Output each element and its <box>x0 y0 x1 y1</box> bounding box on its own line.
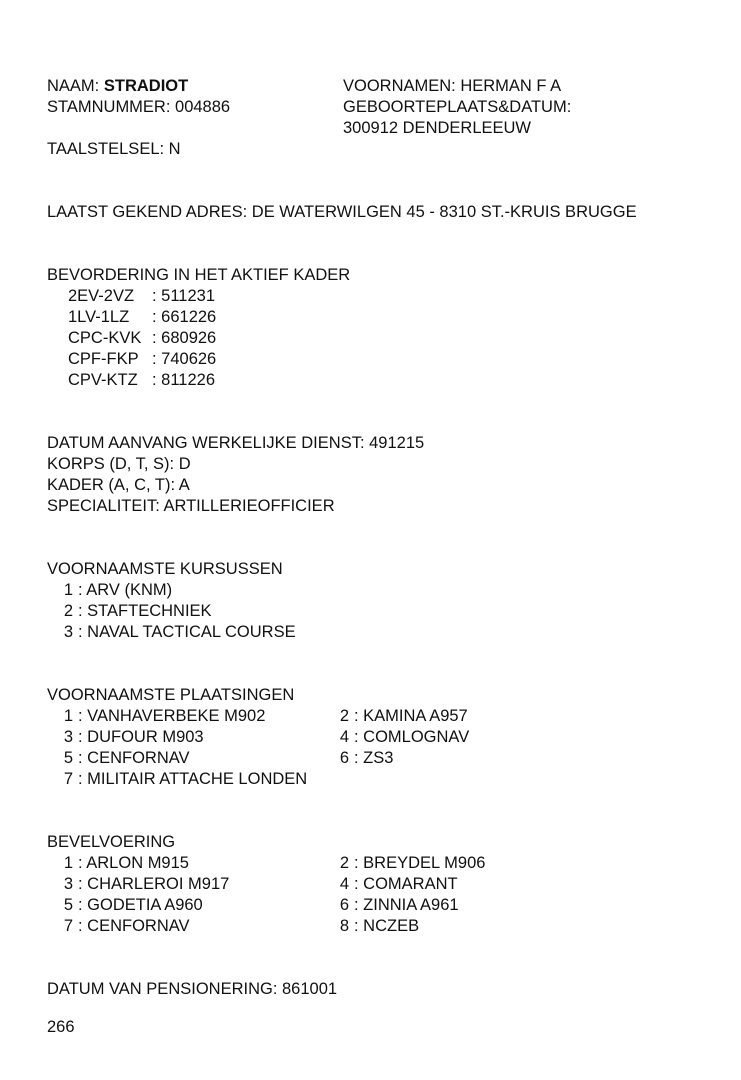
geboorte-label: GEBOORTEPLAATS&DATUM: <box>343 98 572 116</box>
item-text: : ZINNIA A961 <box>354 896 459 914</box>
biography-entry <box>47 76 707 1000</box>
promotion-date: : 740626 <box>152 350 217 368</box>
item-text: : COMLOGNAV <box>354 728 470 746</box>
plaatsingen-row <box>47 748 707 769</box>
dienst-section <box>47 433 707 517</box>
item-text: : CHARLEROI M917 <box>78 875 230 893</box>
plaatsingen-row <box>47 769 707 790</box>
plaatsingen-item <box>47 706 323 727</box>
bevelvoering-item <box>47 895 323 916</box>
item-number: 4 <box>339 728 349 746</box>
item-number: 4 <box>339 875 349 893</box>
adres: LAATST GEKEND ADRES: DE WATERWILGEN 45 - 8310 ST.-KRUIS BRUGGE <box>47 203 637 221</box>
item-text: : BREYDEL M906 <box>354 854 486 872</box>
item-number: 1 <box>63 581 73 599</box>
geboorte-value: 300912 DENDERLEEUW <box>343 119 531 137</box>
kursussen-row <box>47 622 707 643</box>
naam-line <box>47 76 343 97</box>
item-number: 6 <box>339 749 349 767</box>
page-number: 266 <box>47 1018 75 1036</box>
bevelvoering-item <box>323 895 599 916</box>
bevelvoering-row <box>47 916 707 937</box>
bevelvoering-item <box>323 874 599 895</box>
promotion-date: : 511231 <box>152 287 216 305</box>
plaatsingen-item <box>323 727 599 748</box>
item-number: 5 <box>63 896 73 914</box>
bevelvoering-row <box>47 895 707 916</box>
promotion-date: : 661226 <box>152 308 217 326</box>
bevordering-section <box>47 265 707 391</box>
kursussen-list <box>47 580 707 643</box>
plaatsingen-item <box>323 748 599 769</box>
kader: KADER (A, C, T): A <box>47 476 190 494</box>
item-number: 7 <box>63 917 73 935</box>
item-text: : CENFORNAV <box>78 917 190 935</box>
dienst-aanvang: DATUM AANVANG WERKELIJKE DIENST: 491215 <box>47 434 425 452</box>
item-number: 3 <box>63 623 73 641</box>
bevelvoering-item <box>47 874 323 895</box>
header-block <box>47 76 707 160</box>
korps: KORPS (D, T, S): D <box>47 455 191 473</box>
item-text: : ARV (KNM) <box>78 581 173 599</box>
kursussen-row <box>47 601 707 622</box>
plaatsingen-item <box>323 706 599 727</box>
bevelvoering-item <box>323 853 599 874</box>
bevelvoering-list <box>47 853 707 937</box>
promotion-code: 2EV-2VZ <box>68 287 135 305</box>
bevelvoering-item <box>323 916 599 937</box>
item-number: 1 <box>63 854 73 872</box>
item-text: : GODETIA A960 <box>78 896 203 914</box>
item-text: : NAVAL TACTICAL COURSE <box>78 623 296 641</box>
item-number: 3 <box>63 875 73 893</box>
item-text: : COMARANT <box>354 875 458 893</box>
kursussen-section <box>47 559 707 643</box>
kursussen-row <box>47 580 707 601</box>
plaatsingen-row <box>47 706 707 727</box>
promotion-code: CPF-FKP <box>68 350 139 368</box>
bevelvoering-section <box>47 832 707 937</box>
item-text: : NCZEB <box>354 917 420 935</box>
kursussen-item <box>47 601 323 622</box>
item-text: : DUFOUR M903 <box>78 728 204 746</box>
promotion-code: CPC-KVK <box>68 329 142 347</box>
item-text: : CENFORNAV <box>78 749 190 767</box>
bevelvoering-item <box>47 916 323 937</box>
stamnummer: STAMNUMMER: 004886 <box>47 98 231 116</box>
naam-value: STRADIOT <box>103 77 189 95</box>
item-number: 5 <box>63 749 73 767</box>
bevordering-item <box>68 370 707 391</box>
bevordering-item <box>68 328 707 349</box>
pensionering: DATUM VAN PENSIONERING: 861001 <box>47 980 338 998</box>
plaatsingen-list <box>47 706 707 790</box>
promotion-code: CPV-KTZ <box>68 371 138 389</box>
taalstelsel: TAALSTELSEL: N <box>47 140 181 158</box>
plaatsingen-row <box>47 727 707 748</box>
item-text: : MILITAIR ATTACHE LONDEN <box>78 770 308 788</box>
item-number: 3 <box>63 728 73 746</box>
plaatsingen-item <box>47 727 323 748</box>
bevordering-title: BEVORDERING IN HET AKTIEF KADER <box>47 266 351 284</box>
bevelvoering-row <box>47 853 707 874</box>
item-number: 1 <box>63 707 73 725</box>
item-number: 2 <box>339 854 349 872</box>
bevelvoering-title: BEVELVOERING <box>47 833 176 851</box>
plaatsingen-title: VOORNAAMSTE PLAATSINGEN <box>47 686 295 704</box>
item-number: 7 <box>63 770 73 788</box>
item-number: 2 <box>63 602 73 620</box>
bevordering-item <box>68 286 707 307</box>
bevordering-list <box>47 286 707 391</box>
item-text: : STAFTECHNIEK <box>78 602 212 620</box>
promotion-date: : 680926 <box>152 329 217 347</box>
plaatsingen-item <box>47 769 323 790</box>
bevelvoering-item <box>47 853 323 874</box>
item-text: : ARLON M915 <box>78 854 189 872</box>
item-number: 6 <box>339 896 349 914</box>
item-text: : VANHAVERBEKE M902 <box>78 707 266 725</box>
plaatsingen-section <box>47 685 707 790</box>
header-right <box>343 76 707 160</box>
kursussen-title: VOORNAAMSTE KURSUSSEN <box>47 560 283 578</box>
item-number: 8 <box>339 917 349 935</box>
bevordering-item <box>68 307 707 328</box>
kursussen-item <box>47 622 323 643</box>
naam-label: NAAM: <box>47 77 100 95</box>
bevordering-item <box>68 349 707 370</box>
voornamen: VOORNAMEN: HERMAN F A <box>343 77 562 95</box>
item-text: : ZS3 <box>354 749 394 767</box>
kursussen-item <box>47 580 323 601</box>
promotion-date: : 811226 <box>152 371 216 389</box>
plaatsingen-item <box>47 748 323 769</box>
item-number: 2 <box>339 707 349 725</box>
header-left <box>47 76 343 160</box>
bevelvoering-row <box>47 874 707 895</box>
promotion-code: 1LV-1LZ <box>68 308 130 326</box>
specialiteit: SPECIALITEIT: ARTILLERIEOFFICIER <box>47 497 335 515</box>
item-text: : KAMINA A957 <box>354 707 468 725</box>
